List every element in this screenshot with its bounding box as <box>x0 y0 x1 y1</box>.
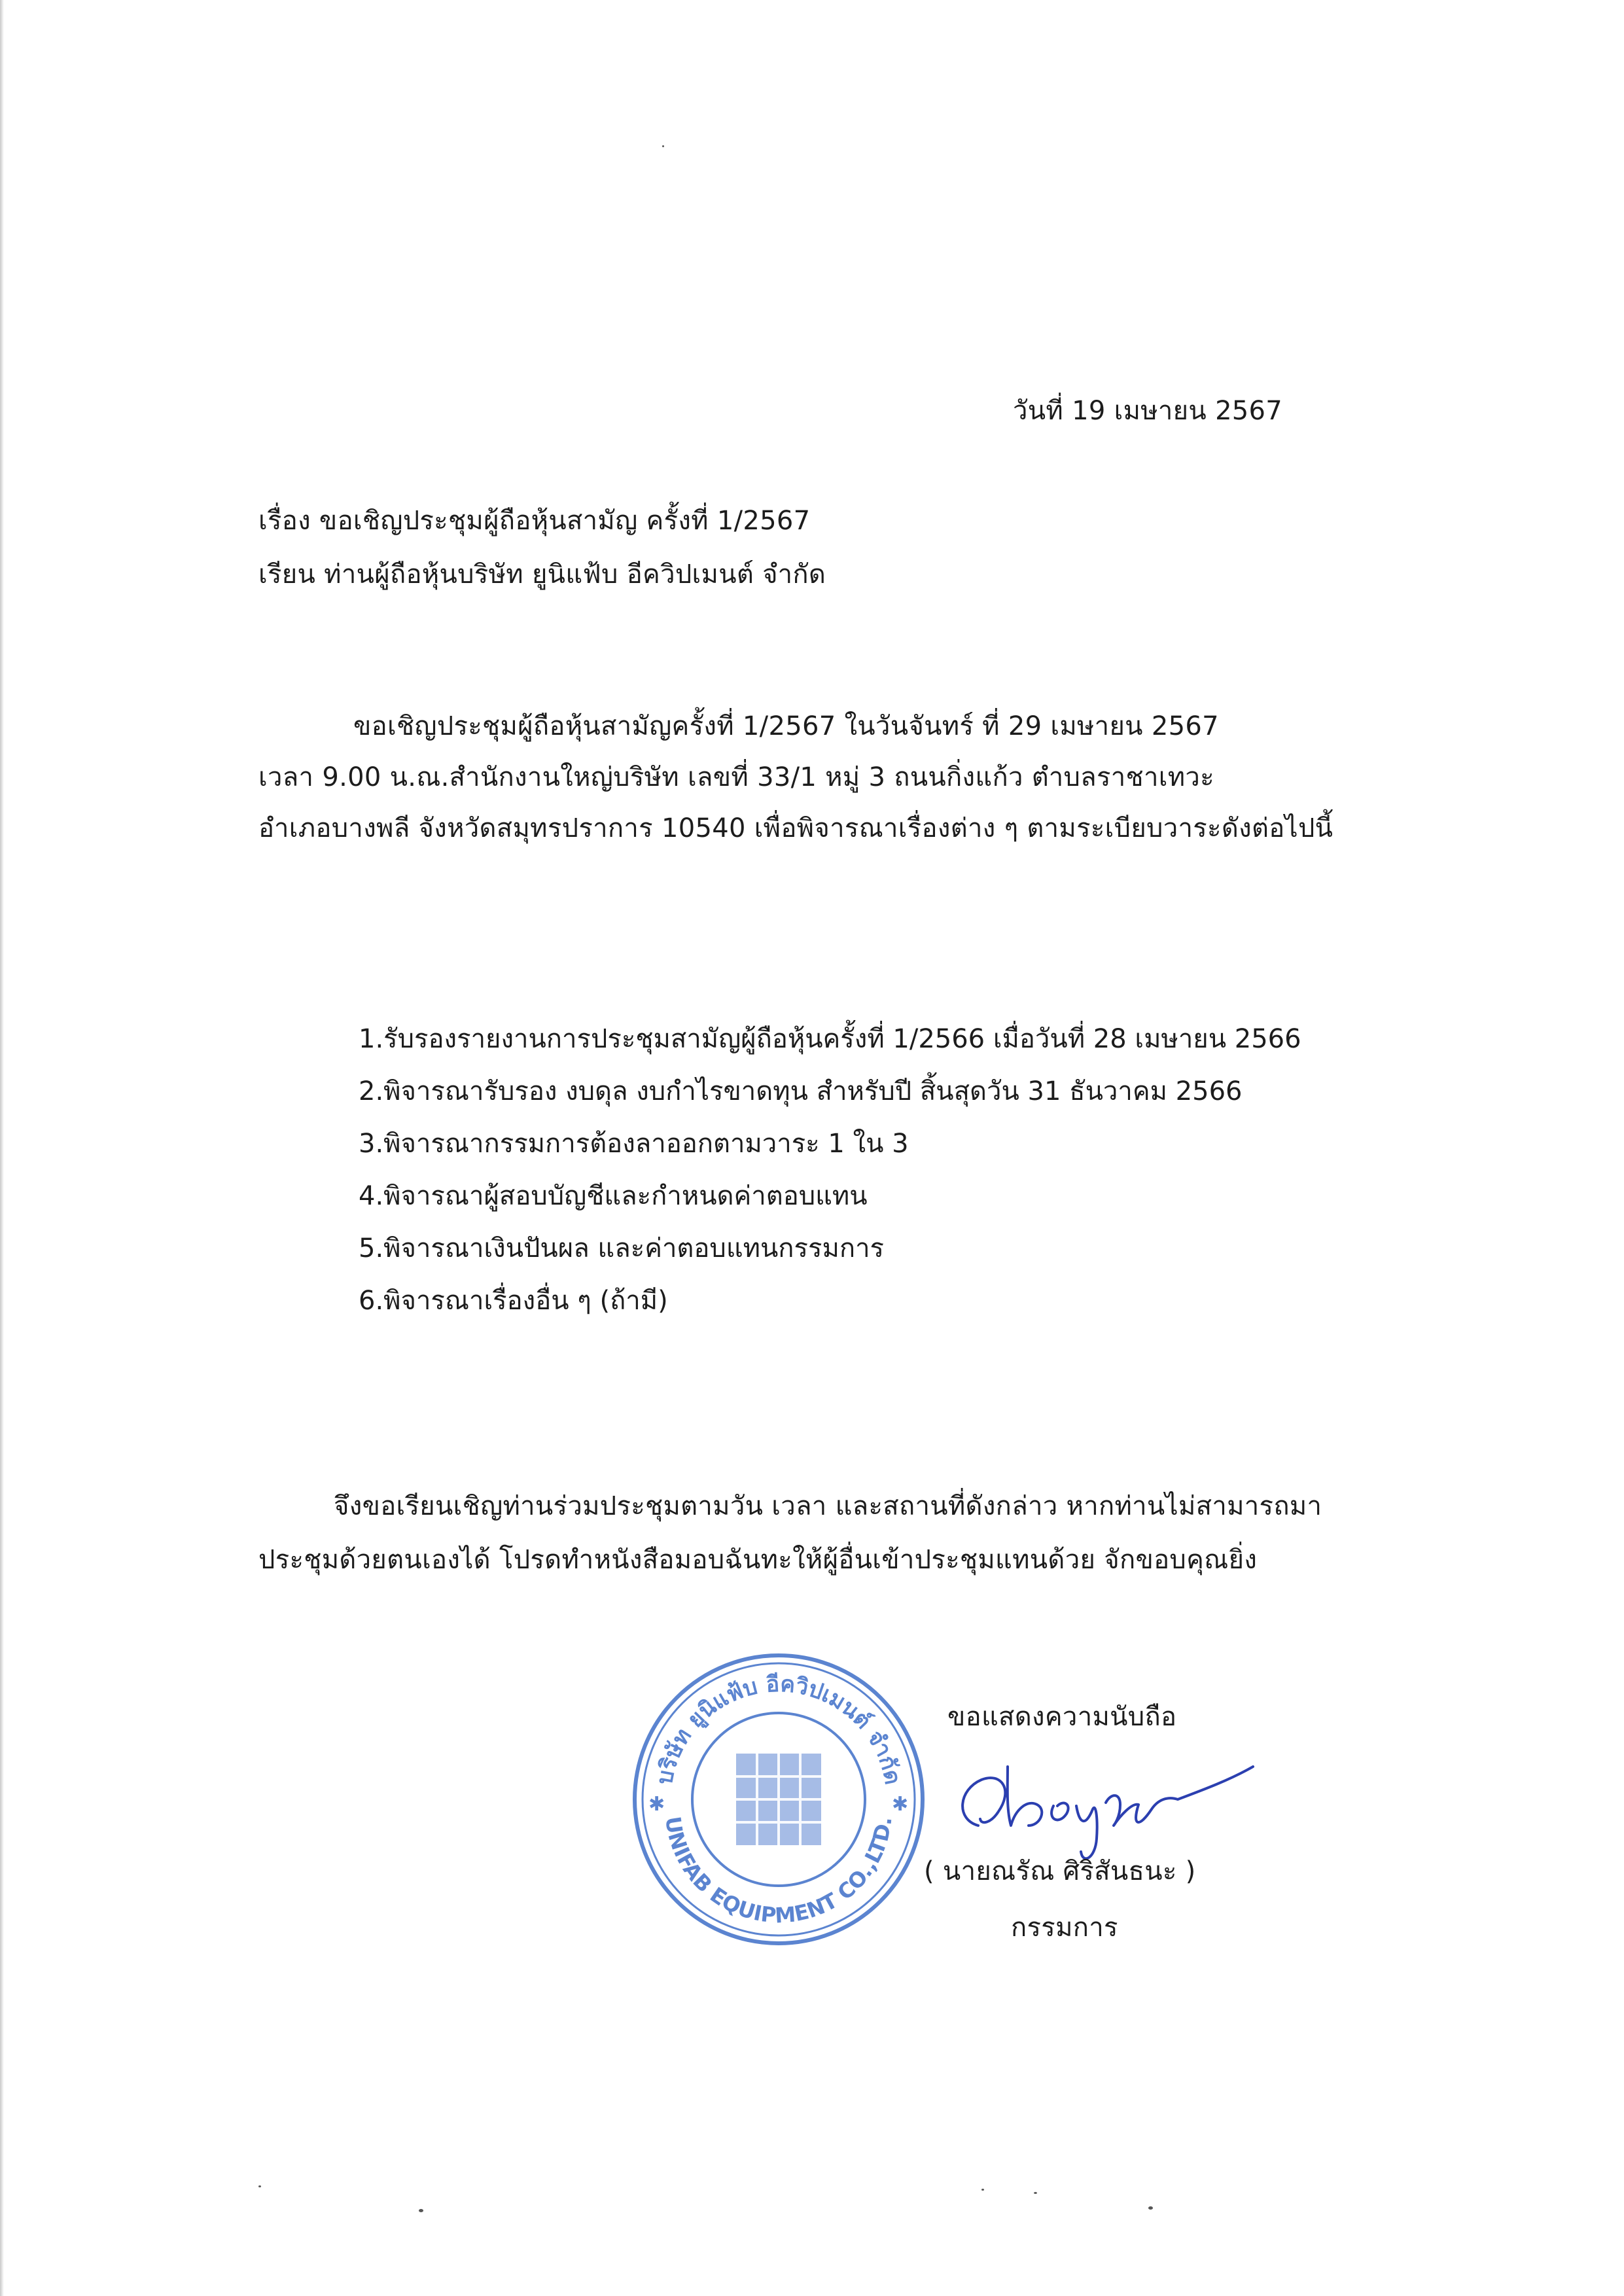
agenda-item: 3.พิจารณากรรมการต้องลาออกตามวาระ 1 ใน 3 <box>359 1129 909 1159</box>
handwritten-signature <box>942 1727 1256 1871</box>
company-seal-stamp <box>625 1646 932 1953</box>
scan-speck <box>419 2209 423 2212</box>
letter-recipient: เรียน ท่านผู้ถือหุ้นบริษัท ยูนิแฟ้บ อีควิปเมนต์ จำกัด <box>258 559 826 590</box>
scan-speck <box>981 2189 984 2191</box>
scan-speck <box>258 2185 261 2187</box>
scan-speck <box>662 145 664 147</box>
paragraph-1-line-2: เวลา 9.00 น.ณ.สำนักงานใหญ่บริษัท เลขที่ 33/1 หมู่ 3 ถนนกิ่งแก้ว ตำบลราชาเทวะ <box>258 762 1214 792</box>
agenda-list <box>359 1022 1301 1336</box>
signer-name: ( นายณรัณ ศิริสันธนะ ) <box>924 1856 1196 1886</box>
letter-subject: เรื่อง ขอเชิญประชุมผู้ถือหุ้นสามัญ ครั้งที่ 1/2567 <box>258 506 811 536</box>
paragraph-2-line-2: ประชุมด้วยตนเองได้ โปรดทำหนังสือมอบฉันทะให้ผู้อื่นเข้าประชุมแทนด้วย จักขอบคุณยิ่ง <box>258 1545 1258 1575</box>
paragraph-1-line-1: ขอเชิญประชุมผู้ถือหุ้นสามัญครั้งที่ 1/2567 ในวันจันทร์ ที่ 29 เมษายน 2567 <box>353 711 1219 741</box>
closing-regards: ขอแสดงความนับถือ <box>947 1702 1177 1732</box>
seal-text-bottom: UNIFAB EQUIPMENT CO.,LTD. <box>660 1814 897 1928</box>
seal-star-right-icon: ✱ <box>892 1793 909 1816</box>
seal-star-left-icon: ✱ <box>648 1793 665 1816</box>
agenda-item: 1.รับรองรายงานการประชุมสามัญผู้ถือหุ้นครั้งที่ 1/2566 เมื่อวันที่ 28 เมษายน 2566 <box>359 1024 1301 1054</box>
signer-position: กรรมการ <box>1011 1913 1118 1943</box>
paragraph-2-line-1: จึงขอเรียนเชิญท่านร่วมประชุมตามวัน เวลา และสถานที่ดังกล่าว หากท่านไม่สามารถมา <box>334 1491 1322 1521</box>
seal-text-top: บริษัท ยูนิแฟ้บ อีควิปเมนต์ จำกัด <box>651 1670 906 1787</box>
scan-speck <box>1034 2192 1037 2194</box>
agenda-item: 5.พิจารณาเงินปันผล และค่าตอบแทนกรรมการ <box>359 1233 885 1263</box>
agenda-item: 6.พิจารณาเรื่องอื่น ๆ (ถ้ามี) <box>359 1286 668 1316</box>
agenda-item: 4.พิจารณาผู้สอบบัญชีและกำหนดค่าตอบแทน <box>359 1181 868 1211</box>
scan-edge-shadow <box>0 0 4 2296</box>
paragraph-1-line-3: อำเภอบางพลี จังหวัดสมุทรปราการ 10540 เพื่อพิจารณาเรื่องต่าง ๆ ตามระเบียบวาระดังต่อไปนี้ <box>258 813 1333 843</box>
scan-speck <box>1148 2206 1153 2210</box>
agenda-item: 2.พิจารณารับรอง งบดุล งบกำไรขาดทุน สำหรับปี สิ้นสุดวัน 31 ธันวาคม 2566 <box>359 1076 1243 1106</box>
letter-date: วันที่ 19 เมษายน 2567 <box>1013 396 1283 426</box>
